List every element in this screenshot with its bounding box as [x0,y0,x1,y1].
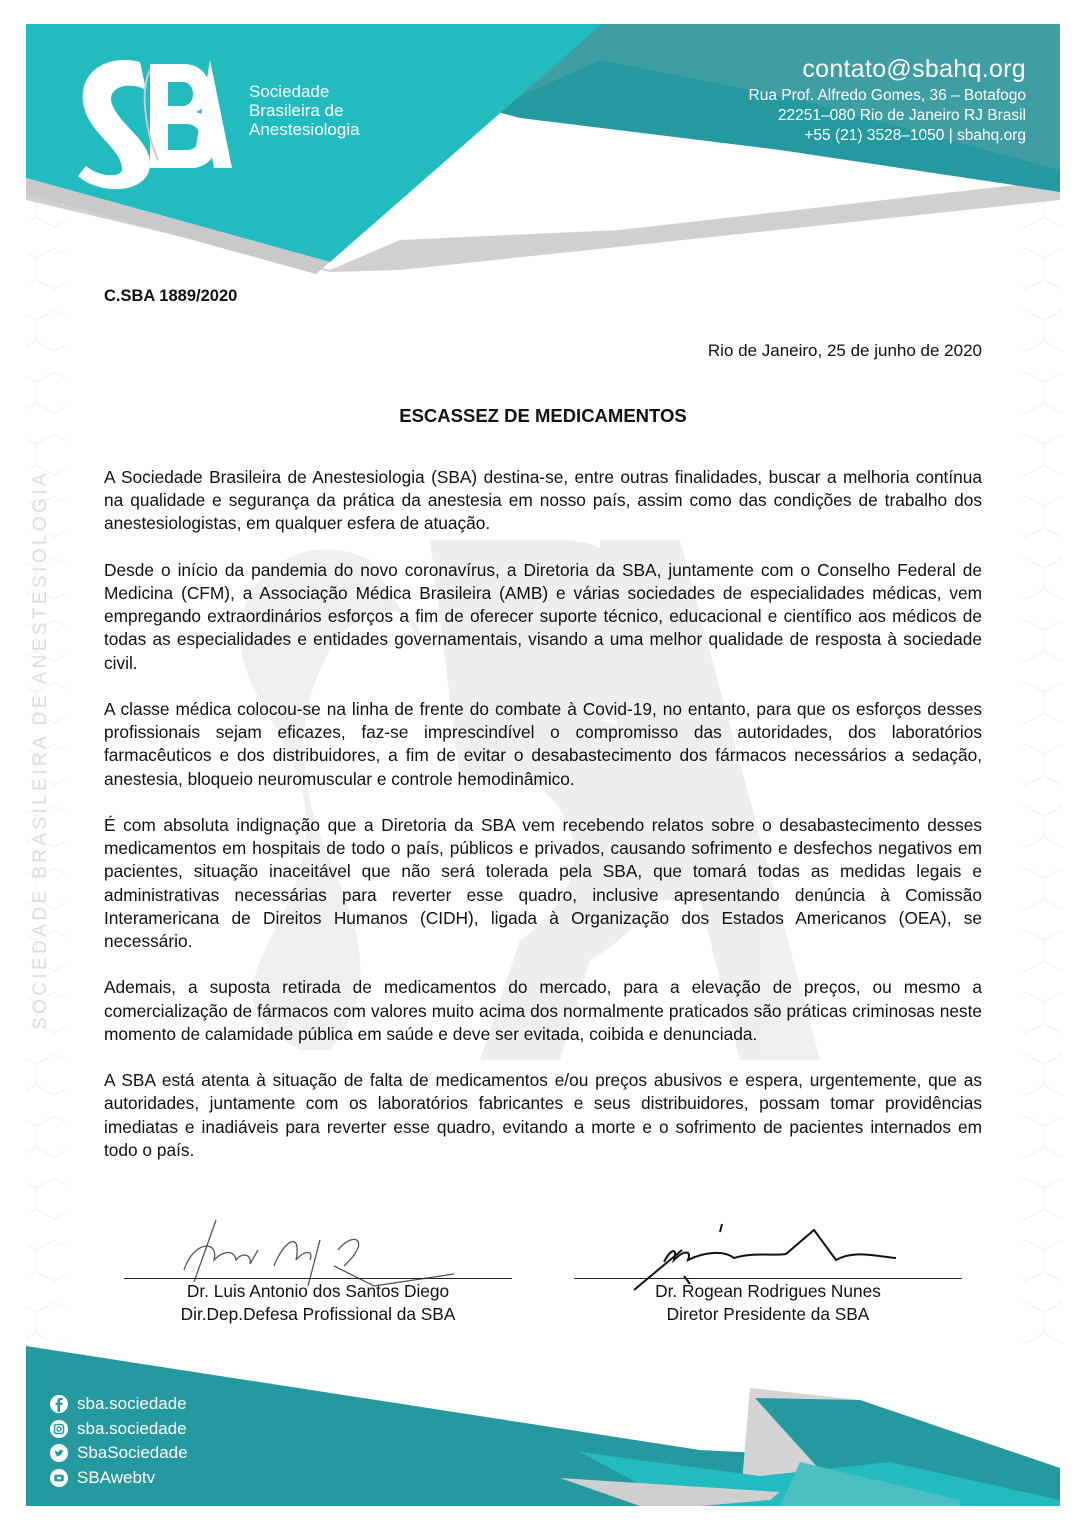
instagram-icon [50,1420,68,1438]
letter-title: ESCASSEZ DE MEDICAMENTOS [399,405,687,426]
logo-line: Sociedade [249,82,330,101]
letter-body [104,466,982,1185]
twitter-icon [50,1444,68,1462]
signature-block [574,1220,962,1330]
letter-paragraph: A SBA está atenta à situação de falta de medicamentos e/ou preços abusivos e espera, urgentemente, que as autoridades, juntamente com os laboratórios fabricantes e seus distribuidores, possam tomar providências imediatas e inadiáveis para reverter esse quadro, evitando a morte e o sofrimento de pacientes internados em todo o país. [104,1070,982,1160]
letter-paragraph: É com absoluta indignação que a Diretoria da SBA vem recebendo relatos sobre o desabastecimento desses medicamentos em hospitais de todo o país, públicos e privados, causando sofrimento e desfechos negativos em pacientes, situação inaceitável que não será tolerada pela SBA, que tomará todas as medidas legais e administrativas necessárias para reverter esse quadro, inclusive apresentando denúncia à Comissão Interamericana de Direitos Humanos (CIDH), ligada à Organização dos Estados Americanos (OEA), se necessário. [104,815,982,952]
social-handle: SBAwebtv [77,1467,156,1487]
social-links [50,1392,188,1490]
header-contact [749,52,1026,146]
signature-block [124,1220,512,1330]
letter-paragraph: Desde o início da pandemia do novo coronavírus, a Diretoria da SBA, juntamente com o Conselho Federal de Medicina (CFM), a Associação Médica Brasileira (AMB) e várias sociedades de especialidades médicas, vem empregando extraordinários esforços a fim de oferecer suporte técnico, educacional e científico aos médicos de todas as especialidades e entidades governamentais, visando a uma melhor qualidade de resposta à sociedade civil. [104,559,982,673]
social-handle: sba.sociedade [77,1394,187,1413]
letter-reference: C.SBA 1889/2020 [104,287,238,305]
social-link-youtube[interactable] [50,1466,188,1491]
letter-paragraph: A Sociedade Brasileira de Anestesiologia (SBA) destina-se, entre outras finalidades, buscar a melhoria contínua na qualidade e segurança da prática da anestesia em nosso país, assim como das condições de trabalho dos anestesiologistas, em qualquer esfera de atuação. [104,467,982,534]
social-link-twitter[interactable] [50,1441,188,1466]
signature-line [124,1278,512,1279]
logo-wordmark [249,82,360,139]
hex-pattern-right [1022,195,1062,1355]
letter-paragraph: Ademais, a suposta retirada de medicamentos do mercado, para a elevação de preços, ou mesmo a comercialização de fármacos com valores muito acima dos normalmente praticados são práticas criminosas neste momento de calamidade pública em saúde e deve ser evitada, coibida e denunciada. [104,977,982,1044]
social-link-instagram[interactable] [50,1417,188,1442]
signatory-role: Diretor Presidente da SBA [666,1304,870,1324]
signatory-name: Dr. Rogean Rodrigues Nunes [655,1281,881,1301]
letter-paragraph: A classe médica colocou-se na linha de frente do combate à Covid-19, no entanto, para que os esforços desses profissionais sejam eficazes, faz-se imprescindível o compromisso das autoridades, dos laboratórios farmacêuticos e dos distribuidores, a fim de evitar o desabastecimento dos fármacos necessários a sedação, anestesia, bloqueio neuromuscular e controle hemodinâmico. [104,699,982,789]
address-line: +55 (21) 3528–1050 | sbahq.org [804,127,1026,144]
logo-line: Brasileira de [249,101,344,120]
signatory-name: Dr. Luis Antonio dos Santos Diego [186,1281,450,1301]
facebook-icon [50,1395,68,1413]
social-handle: SbaSociedade [77,1443,188,1462]
address-line: Rua Prof. Alfredo Gomes, 36 – Botafogo [748,87,1026,104]
side-watermark-text: SOCIEDADE BRASILEIRA DE ANESTESIOLOGIA [30,469,51,1030]
address-line: 22251–080 Rio de Janeiro RJ Brasil [777,107,1026,124]
social-link-facebook[interactable] [50,1392,188,1417]
signatures [0,1220,1086,1330]
social-handle: sba.sociedade [77,1418,187,1438]
signatory-role: Dir.Dep.Defesa Profissional da SBA [180,1304,456,1324]
youtube-icon [50,1469,68,1487]
logo-line: Anestesiologia [249,120,360,139]
signature-line [574,1278,962,1279]
letter-date: Rio de Janeiro, 25 de junho de 2020 [707,341,982,360]
contact-email-link[interactable]: contato@sbahq.org [802,55,1026,83]
